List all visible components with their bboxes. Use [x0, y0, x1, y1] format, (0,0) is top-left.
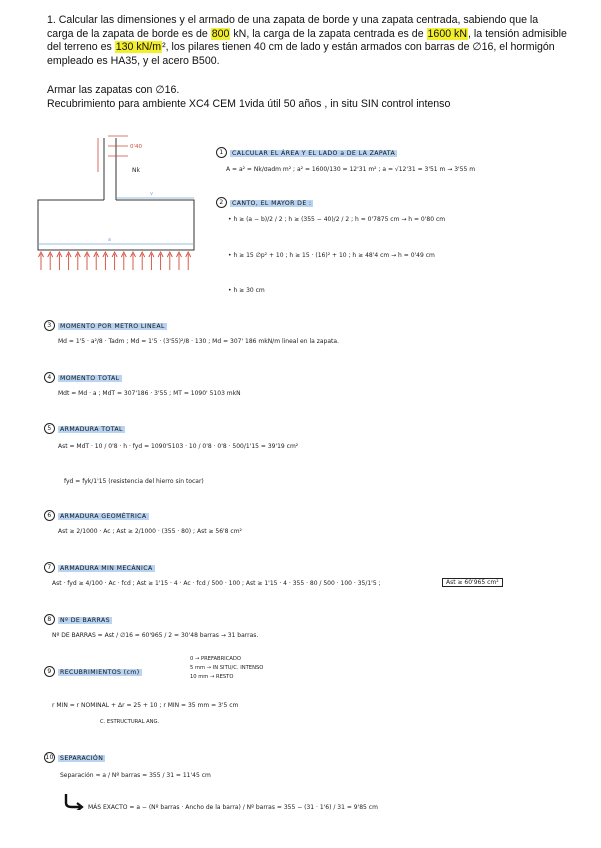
- section-10-heading: [44, 752, 105, 763]
- section-5-number: 5: [44, 423, 55, 434]
- section-1-number: 1: [216, 147, 227, 158]
- problem-statement: [47, 14, 567, 68]
- problem-text-3: , la tensión admisible del terreno es: [47, 27, 567, 54]
- section-6-heading: [44, 510, 149, 521]
- section-2-number: 2: [216, 197, 227, 208]
- load-edge-highlight: 800: [211, 27, 230, 40]
- section-7-result: Ast ≥ 60'965 cm²: [442, 578, 503, 587]
- section-9-option-2: 5 mm → IN SITU/C. INTENSO: [190, 665, 264, 671]
- section-1-heading: [216, 147, 397, 158]
- section-6-line: Ast ≥ 2/1000 · Ac ; Ast ≥ 2/1000 · (355 · 80) ; Ast ≥ 56'8 cm²: [58, 528, 242, 535]
- section-5-title: ARMADURA TOTAL: [60, 425, 123, 433]
- section-3-number: 3: [44, 320, 55, 331]
- section-7-line: Ast · fyd ≥ 4/100 · Ac · fcd ; Ast ≥ 1'15 · 4 · Ac · fcd / 500 · 100 ; Ast ≥ 1'15 · 4 · 355 · 80 / 500 · 100 · 35/1'5 ;: [52, 580, 381, 587]
- section-9-number: 9: [44, 666, 55, 677]
- section-4-line: Mdt = Md · a ; MdT = 307'186 · 3'55 ; MT = 1090' 5103 mkN: [58, 390, 241, 397]
- soil-pressure-arrows: [39, 252, 191, 270]
- section-4-title: MOMENTO TOTAL: [60, 374, 120, 382]
- section-2-line-1: • h ≥ (a − b)/2 / 2 ; h ≥ (355 − 40)/2 / 2 ; h = 0'7875 cm → h = 0'80 cm: [228, 216, 446, 223]
- column-dim-label: 0'40: [130, 144, 143, 150]
- section-2-line-2: • h ≥ 15 ∅p² + 10 ; h ≥ 15 · (16)² + 10 ; h ≥ 48'4 cm → h = 0'49 cm: [228, 252, 435, 259]
- section-9-line: r MIN = r NOMINAL + Δr = 25 + 10 ; r MIN = 35 mm = 3'5 cm: [52, 702, 239, 709]
- section-2-title: CANTO, EL MAYOR DE :: [232, 199, 312, 207]
- section-6-number: 6: [44, 510, 55, 521]
- load-label: Nk: [132, 167, 140, 174]
- section-9-title: RECUBRIMIENTOS (cm): [60, 668, 140, 676]
- problem-text-4: ², los pilares tienen 40 cm de lado y están armados con barras de ∅16, el hormigón empleado es HA35, y el acero B500.: [47, 41, 555, 67]
- armar-text: Armar las zapatas con ∅16.: [47, 84, 180, 96]
- recubrimiento-text: Recubrimiento para ambiente XC4 CEM 1vida útil 50 años , in situ SIN control intenso: [47, 97, 451, 110]
- section-9-option-3: 10 mm → RESTO: [190, 674, 234, 680]
- section-8-number: 8: [44, 614, 55, 625]
- section-2-line-3: • h ≥ 30 cm: [228, 287, 265, 294]
- section-1-title: CALCULAR EL ÁREA Y EL LADO a DE LA ZAPATA: [232, 149, 396, 157]
- column-lines: [104, 138, 116, 200]
- section-2-heading: [216, 197, 313, 208]
- section-8-line: Nº DE BARRAS = Ast / ∅16 = 60'965 / 2 = 30'48 barras → 31 barras.: [52, 632, 259, 639]
- section-5-line: Ast = MdT · 10 / 0'8 · h · fyd = 1090'5103 · 10 / 0'8 · 0'8 · 500/1'15 = 39'19 cm²: [58, 443, 299, 450]
- section-7-title: ARMADURA MIN MECÁNICA: [60, 564, 153, 572]
- instructions: [47, 84, 567, 111]
- section-7-heading: [44, 562, 155, 573]
- section-9-option-1: 0 → PREFABRICADO: [190, 656, 241, 662]
- section-8-heading: [44, 614, 112, 625]
- section-8-title: Nº DE BARRAS: [60, 616, 110, 624]
- section-3-title: MOMENTO POR METRO LINEAL: [60, 322, 165, 330]
- section-5-note: fyd = fyk/1'15 (resistencia del hierro sin tocar): [64, 478, 204, 485]
- footing-sketch: [36, 132, 206, 282]
- column-dim-marks: [98, 136, 128, 172]
- a-dim-label: a: [108, 237, 112, 243]
- curved-arrow-icon: [62, 792, 84, 810]
- section-6-title: ARMADURA GEOMÉTRICA: [60, 512, 147, 520]
- section-3-line: Md = 1'5 · a²/8 · Tadm ; Md = 1'5 · (3'55)²/8 · 130 ; Md = 307' 186 mkN/m lineal en la zapata.: [58, 338, 339, 345]
- section-7-number: 7: [44, 562, 55, 573]
- problem-text-2: kN, la carga de la zapata centrada es de: [230, 27, 427, 40]
- section-3-heading: [44, 320, 167, 331]
- footing-outline: [38, 200, 194, 250]
- section-4-heading: [44, 372, 122, 383]
- section-5-heading: [44, 423, 125, 434]
- load-center-highlight: 1600 kN: [427, 27, 467, 40]
- section-10-number: 10: [45, 754, 54, 761]
- section-1-line: A = a² = Nk/σadm m² ; a² = 1600/130 = 12'31 m² ; a = √12'31 = 3'51 m → 3'55 m: [226, 166, 476, 173]
- section-9-heading: [44, 666, 142, 677]
- section-4-number: 4: [44, 372, 55, 383]
- problem-text-1: 1. Calcular las dimensiones y el armado de una zapata de borde y una zapata centrada, sabiendo que la carga de la zapata de borde es de: [47, 14, 539, 40]
- section-10-line: Separación ≈ a / Nº barras = 355 / 31 = 11'45 cm: [60, 772, 211, 779]
- section-10-more: MÁS EXACTO = a − (Nº barras · Ancho de la barra) / Nº barras = 355 − (31 · 1'6) / 31 = 9'85 cm: [88, 804, 378, 811]
- section-9-note: C. ESTRUCTURAL ANG.: [100, 719, 160, 725]
- tension-highlight: 130 kN/m: [115, 41, 162, 54]
- section-10-title: SEPARACIÓN: [60, 754, 104, 762]
- v-dim-label: v: [150, 191, 153, 197]
